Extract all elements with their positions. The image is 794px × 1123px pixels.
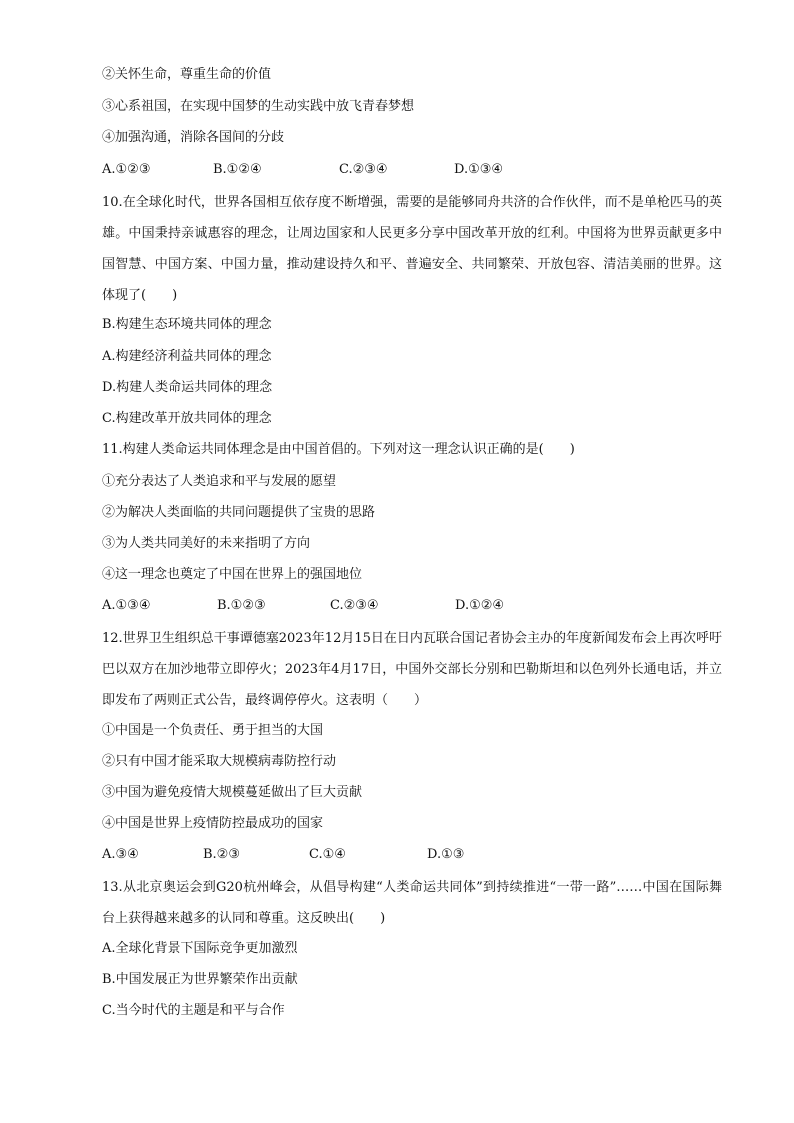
q11-option-a: A.①③④ <box>102 598 151 613</box>
q9-options <box>102 161 602 179</box>
q9-item-3: ③心系祖国，在实现中国梦的生动实践中放飞青春梦想 <box>102 99 415 114</box>
q12-item-3: ③中国为避免疫情大规模蔓延做出了巨大贡献 <box>102 785 363 800</box>
q9-option-a: A.①②③ <box>102 162 151 177</box>
q9-option-d: D.①③④ <box>454 162 504 177</box>
q13-stem <box>72 872 722 934</box>
q9-option-b: B.①②④ <box>213 162 262 177</box>
q12-option-c: C.①④ <box>309 847 346 862</box>
q10-stem <box>72 187 722 311</box>
q12-option-a: A.③④ <box>102 847 139 862</box>
q9-item-4: ④加强沟通，消除各国间的分歧 <box>102 130 285 145</box>
q9-item-2: ②关怀生命，尊重生命的价值 <box>102 67 272 82</box>
q11-option-c: C.②③④ <box>330 598 379 613</box>
q11-item-1: ①充分表达了人类追求和平与发展的愿望 <box>102 474 337 489</box>
q12-stem <box>72 623 722 716</box>
q13-option-b: B.中国发展正为世界繁荣作出贡献 <box>102 972 298 987</box>
q11-option-b: B.①②③ <box>217 598 266 613</box>
q12-item-1: ①中国是一个负责任、勇于担当的大国 <box>102 723 324 738</box>
q11-option-d: D.①②④ <box>455 598 505 613</box>
q12-stem-text: 12.世界卫生组织总干事谭德塞2023年12月15日在日内瓦联合国记者协会主办的年度新闻发布会上再次呼吁巴以双方在加沙地带立即停火；2023年4月17日，中国外交部长分别和巴勒斯坦和以色列外长通电话，并立即发布了两则正式公告，最终调停停火。这表明（ ） <box>102 631 722 708</box>
q11-stem: 11.构建人类命运共同体理念是由中国首倡的。下列对这一理念认识正确的是( ) <box>102 442 575 457</box>
q13-option-c: C.当今时代的主题是和平与合作 <box>102 1003 285 1018</box>
q10-stem-text: 10.在全球化时代，世界各国相互依存度不断增强，需要的是能够同舟共济的合作伙伴，而不是单枪匹马的英雄。中国秉持亲诚惠容的理念，让周边国家和人民更多分享中国改革开放的红利。中国将为世界贡献更多中国智慧、中国方案、中国力量，推动建设持久和平、普遍安全、共同繁荣、开放包容、清洁美丽的世界。这体现了( ) <box>102 195 722 303</box>
q11-item-2: ②为解决人类面临的共同问题提供了宝贵的思路 <box>102 505 376 520</box>
q12-options <box>102 846 602 864</box>
q10-option-a: A.构建经济利益共同体的理念 <box>102 349 272 364</box>
q12-item-4: ④中国是世界上疫情防控最成功的国家 <box>102 816 324 831</box>
q12-option-b: B.②③ <box>203 847 240 862</box>
q10-option-c: C.构建改革开放共同体的理念 <box>102 411 272 426</box>
q10-option-d: D.构建人类命运共同体的理念 <box>102 380 273 395</box>
q11-options <box>102 597 602 615</box>
q11-item-4: ④这一理念也奠定了中国在世界上的强国地位 <box>102 567 363 582</box>
q12-option-d: D.①③ <box>427 847 465 862</box>
q13-option-a: A.全球化背景下国际竞争更加激烈 <box>102 941 298 956</box>
q12-item-2: ②只有中国才能采取大规模病毒防控行动 <box>102 754 337 769</box>
q10-option-b: B.构建生态环境共同体的理念 <box>102 317 272 332</box>
q9-option-c: C.②③④ <box>339 162 388 177</box>
q13-stem-text: 13.从北京奥运会到G20杭州峰会，从倡导构建“人类命运共同体”到持续推进“一带一路”……中国在国际舞台上获得越来越多的认同和尊重。这反映出( ) <box>102 880 722 926</box>
q11-item-3: ③为人类共同美好的未来指明了方向 <box>102 536 311 551</box>
